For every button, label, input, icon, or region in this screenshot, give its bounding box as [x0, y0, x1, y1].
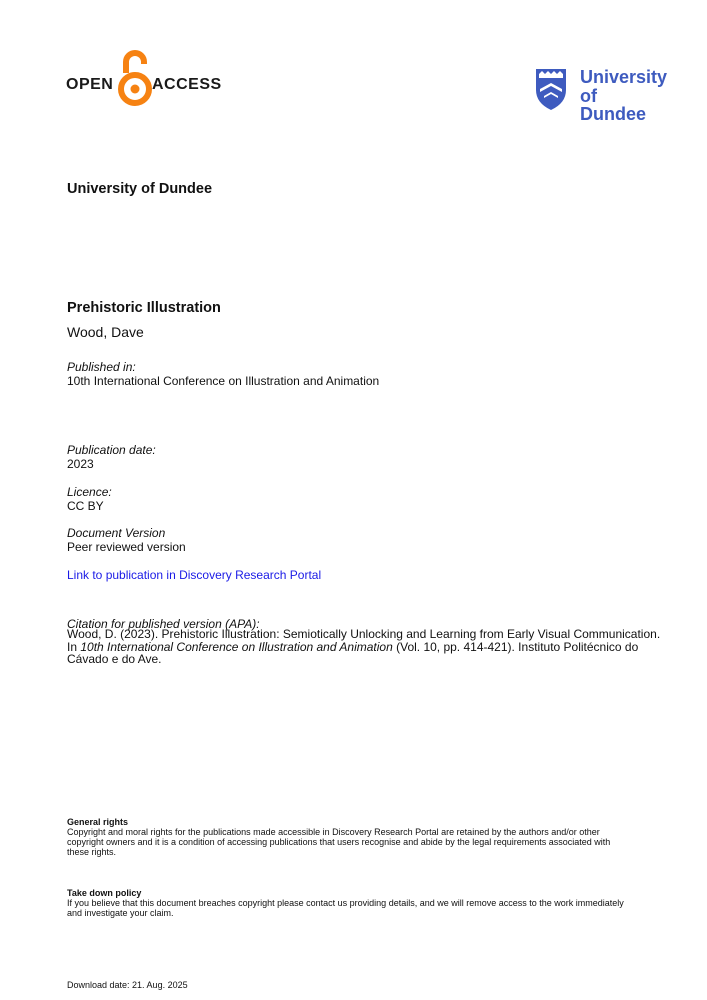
general-rights-line2: copyright owners and it is a condition of accessing publications that users recognise and abide by the legal requirements associated with: [67, 837, 611, 847]
licence-label: Licence:: [67, 485, 112, 499]
publication-date-label: Publication date:: [67, 443, 156, 457]
download-date: Download date: 21. Aug. 2025: [67, 980, 188, 990]
general-rights-block: [67, 817, 667, 857]
take-down-heading: Take down policy: [67, 888, 142, 898]
document-version-value: Peer reviewed version: [67, 540, 186, 554]
citation-label-text: Citation for published version (APA):: [67, 617, 260, 631]
publication-title: Prehistoric Illustration: [67, 300, 221, 316]
citation-line1: Wood, D. (2023). Prehistoric Illustration: Semiotically Unlocking and Learning from Early Visual Communication.: [67, 627, 661, 641]
university-wordmark-line1: University: [580, 67, 668, 87]
publication-date-block: [67, 443, 156, 471]
citation-text: [67, 628, 667, 666]
take-down-line1: If you believe that this document breaches copyright please contact us providing details, and we will remove access to the work immediately: [67, 898, 624, 908]
published-in-label: Published in:: [67, 360, 136, 374]
open-lock-icon: [118, 49, 152, 107]
take-down-line2: and investigate your claim.: [67, 908, 174, 918]
licence-block: [67, 485, 112, 513]
licence-value: CC BY: [67, 499, 104, 513]
discovery-portal-link[interactable]: Link to publication in Discovery Research Portal: [67, 568, 322, 582]
open-access-word-access: ACCESS: [152, 76, 222, 93]
document-version-label: Document Version: [67, 526, 166, 540]
university-of-dundee-logo: [536, 66, 668, 124]
published-in-block: [67, 360, 379, 388]
published-in-value: 10th International Conference on Illustration and Animation: [67, 374, 380, 388]
dundee-shield-icon: [536, 69, 566, 110]
general-rights-line3: these rights.: [67, 847, 117, 857]
publication-date-value: 2023: [67, 457, 94, 471]
institution-name: University of Dundee: [67, 181, 213, 197]
citation-after-venue: (Vol. 10, pp. 414-421). Instituto Politécnico do: [392, 639, 639, 654]
citation-in-prefix: In: [67, 639, 81, 654]
general-rights-line1: Copyright and moral rights for the publications made accessible in Discovery Research Portal are retained by the authors and/or other: [67, 827, 600, 837]
general-rights-heading: General rights: [67, 817, 129, 827]
open-access-logo: [66, 49, 226, 107]
citation-venue: 10th International Conference on Illustration and Animation: [80, 639, 393, 654]
citation-line3: Cávado e do Ave.: [67, 652, 162, 666]
open-access-word-open: OPEN: [66, 76, 114, 93]
take-down-policy-block: [67, 888, 667, 918]
author-name: Wood, Dave: [67, 324, 144, 340]
document-version-block: [67, 526, 186, 554]
university-wordmark-line2: of Dundee: [580, 86, 647, 124]
